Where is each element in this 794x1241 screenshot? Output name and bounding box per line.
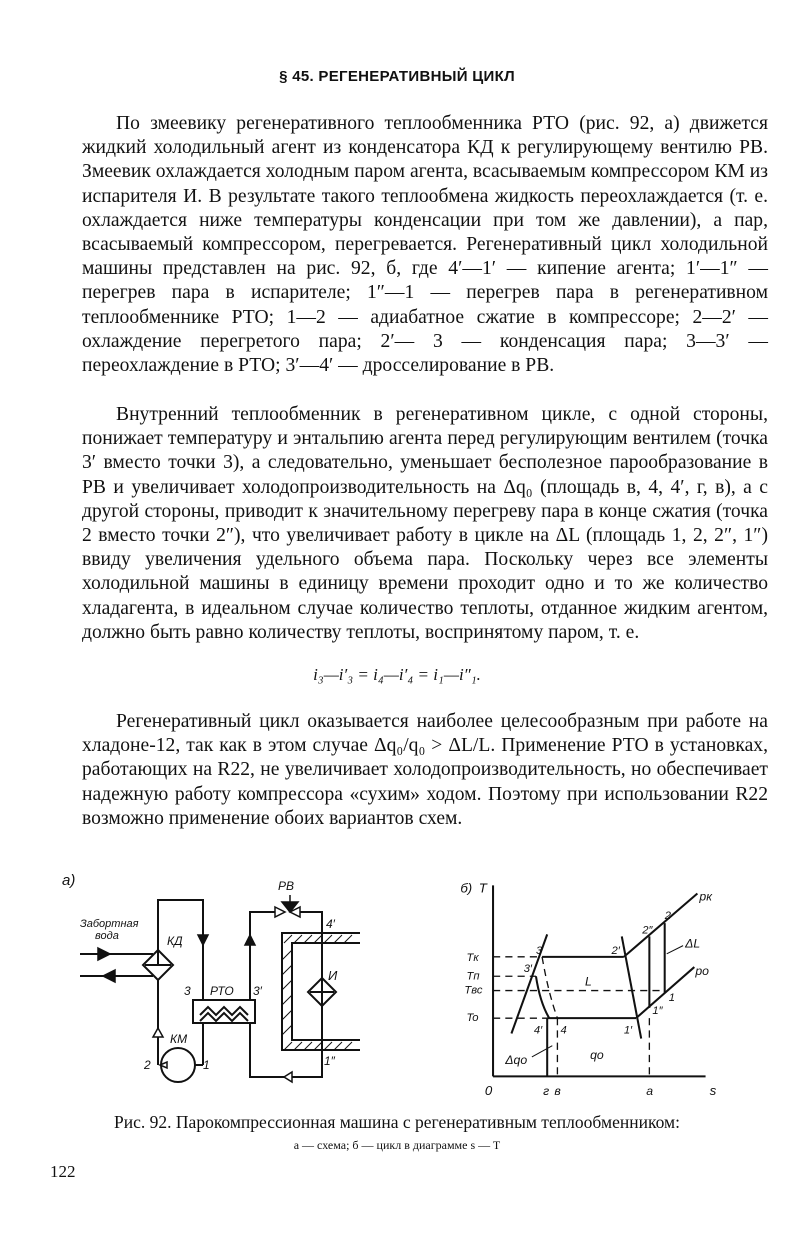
area-label: Δqo bbox=[505, 1053, 528, 1068]
x-tick: г bbox=[543, 1083, 550, 1098]
figure-caption-sub: а — схема; б — цикл в диаграмме s — T bbox=[293, 1138, 501, 1152]
origin-label: 0 bbox=[484, 1082, 493, 1098]
paragraph-1 bbox=[82, 112, 768, 378]
point-label: 3 bbox=[184, 984, 191, 998]
x-axis-label: s bbox=[709, 1082, 717, 1098]
point-label: 1″ bbox=[324, 1054, 335, 1068]
equation: i₃—i′₃ = i₄—i′₄ = i₁—i″₁. bbox=[313, 665, 481, 684]
y-axis-label: T bbox=[478, 880, 487, 896]
point-label: 2′ bbox=[611, 944, 620, 957]
x-tick: a bbox=[646, 1083, 654, 1098]
area-label: qo bbox=[590, 1048, 604, 1063]
rto-label: РТО bbox=[210, 984, 234, 998]
area-label: ΔL bbox=[685, 936, 701, 951]
point-label: 4 bbox=[560, 1024, 567, 1037]
point-label: 4′ bbox=[533, 1024, 543, 1037]
point-label: 2 bbox=[144, 1058, 151, 1072]
figure-b-ts-diagram bbox=[440, 870, 730, 1105]
point-label: 1″ bbox=[652, 1005, 663, 1018]
figure-a-label: а) bbox=[62, 872, 76, 889]
y-tick: Tвс bbox=[464, 984, 483, 997]
point-label: 3′ bbox=[253, 984, 262, 998]
water-label: Забортная bbox=[80, 918, 139, 930]
evaporator-label: И bbox=[328, 968, 338, 983]
x-tick: в bbox=[554, 1083, 561, 1098]
area-label: L bbox=[585, 974, 592, 989]
y-tick: Tк bbox=[466, 951, 479, 964]
paragraph-text: Регенеративный цикл оказывается наиболее целесообразным при работе на хладоне-12, так как в этом случае Δq₀/q₀ > ΔL/L. Применение РТО в установках, работающих на R22, не увеличивает холодопроизводительность, но обеспечивает надежную работу компрессора «сухим» ходом. Поэтому при использовании R22 возможно применение обоих вариантов схем. bbox=[82, 711, 768, 829]
figure-b-label: б) bbox=[460, 880, 473, 896]
section-heading: § 45. РЕГЕНЕРАТИВНЫЙ ЦИКЛ bbox=[279, 68, 515, 85]
point-label: 1′ bbox=[623, 1024, 633, 1037]
paragraph-2 bbox=[82, 403, 768, 645]
y-tick: To bbox=[466, 1012, 479, 1025]
point-label: 4′ bbox=[326, 917, 335, 931]
point-label: 1 bbox=[203, 1058, 210, 1072]
condenser-label: КД bbox=[167, 934, 183, 948]
point-label: 2″ bbox=[642, 924, 653, 937]
isobar-label: po bbox=[695, 964, 709, 979]
water-label-2: вода bbox=[95, 930, 119, 942]
figure-caption: Рис. 92. Парокомпрессионная машина с регенеративным теплообменником: bbox=[114, 1112, 680, 1132]
point-label: 3 bbox=[535, 944, 543, 957]
point-label: 3′ bbox=[523, 963, 533, 976]
paragraph-3 bbox=[82, 710, 768, 831]
y-tick: Tп bbox=[466, 970, 480, 983]
isobar-label: pк bbox=[699, 889, 713, 904]
paragraph-text: Внутренний теплообменник в регенеративном цикле, с одной стороны, понижает температуру и энтальпию агента перед регулирующим вентилем (точка 3′ вместо точки 3), а следовательно, уменьшает бесполезное парообразование в РВ и увеличивает холодопроизводительность на Δq₀ (площадь в, 4, 4′, г, в), а с другой стороны, приводит к значительному перегреву пара в конце сжатия (точка 2 вместо точки 2″), что увеличивает работу в цикле на ΔL (площадь 1, 2, 2″, 1″) ввиду увеличения удельного объема пара. Поскольку через все элементы холодильной машины в единицу времени проходит одно и то же количество хладагента, в идеальном случае количество теплоты, отданное жидким агентом, должно быть равно количеству теплоты, воспринятому паром, т. е. bbox=[82, 404, 768, 643]
point-label: 1 bbox=[668, 991, 676, 1004]
figure-a-schematic bbox=[60, 865, 360, 1105]
valve-label: РВ bbox=[278, 879, 295, 893]
paragraph-text: По змеевику регенеративного теплообменника РТО (рис. 92, а) движется жидкий холодильный агент из конденсатора КД к регулирующему вентилю РВ. Змеевик охлаждается холодным паром агента, всасываемым компрессором КМ из испарителя И. В результате такого теплообмена жидкость переохлаждается (т. е. охлаждается ниже температуры конденсации при том же давлении), а пар, всасываемый компрессором, перегревается. Регенеративный цикл холодильной машины представлен на рис. 92, б, где 4′—1′ — кипение агента; 1′—1″ — перегрев пара в испарителе; 1″—1 — перегрев пара в регенеративном теплообменнике РТО; 1—2 — адиабатное сжатие в компрессоре; 2—2′ — охлаждение перегретого пара; 2′— 3 — конденсация пара; 3—3′ — переохлаждение в РТО; 3′—4′ — дросселирование в РВ. bbox=[82, 113, 768, 377]
compressor-label: КМ bbox=[170, 1032, 188, 1046]
page-number: 122 bbox=[50, 1162, 76, 1181]
point-label: 2 bbox=[664, 910, 671, 923]
